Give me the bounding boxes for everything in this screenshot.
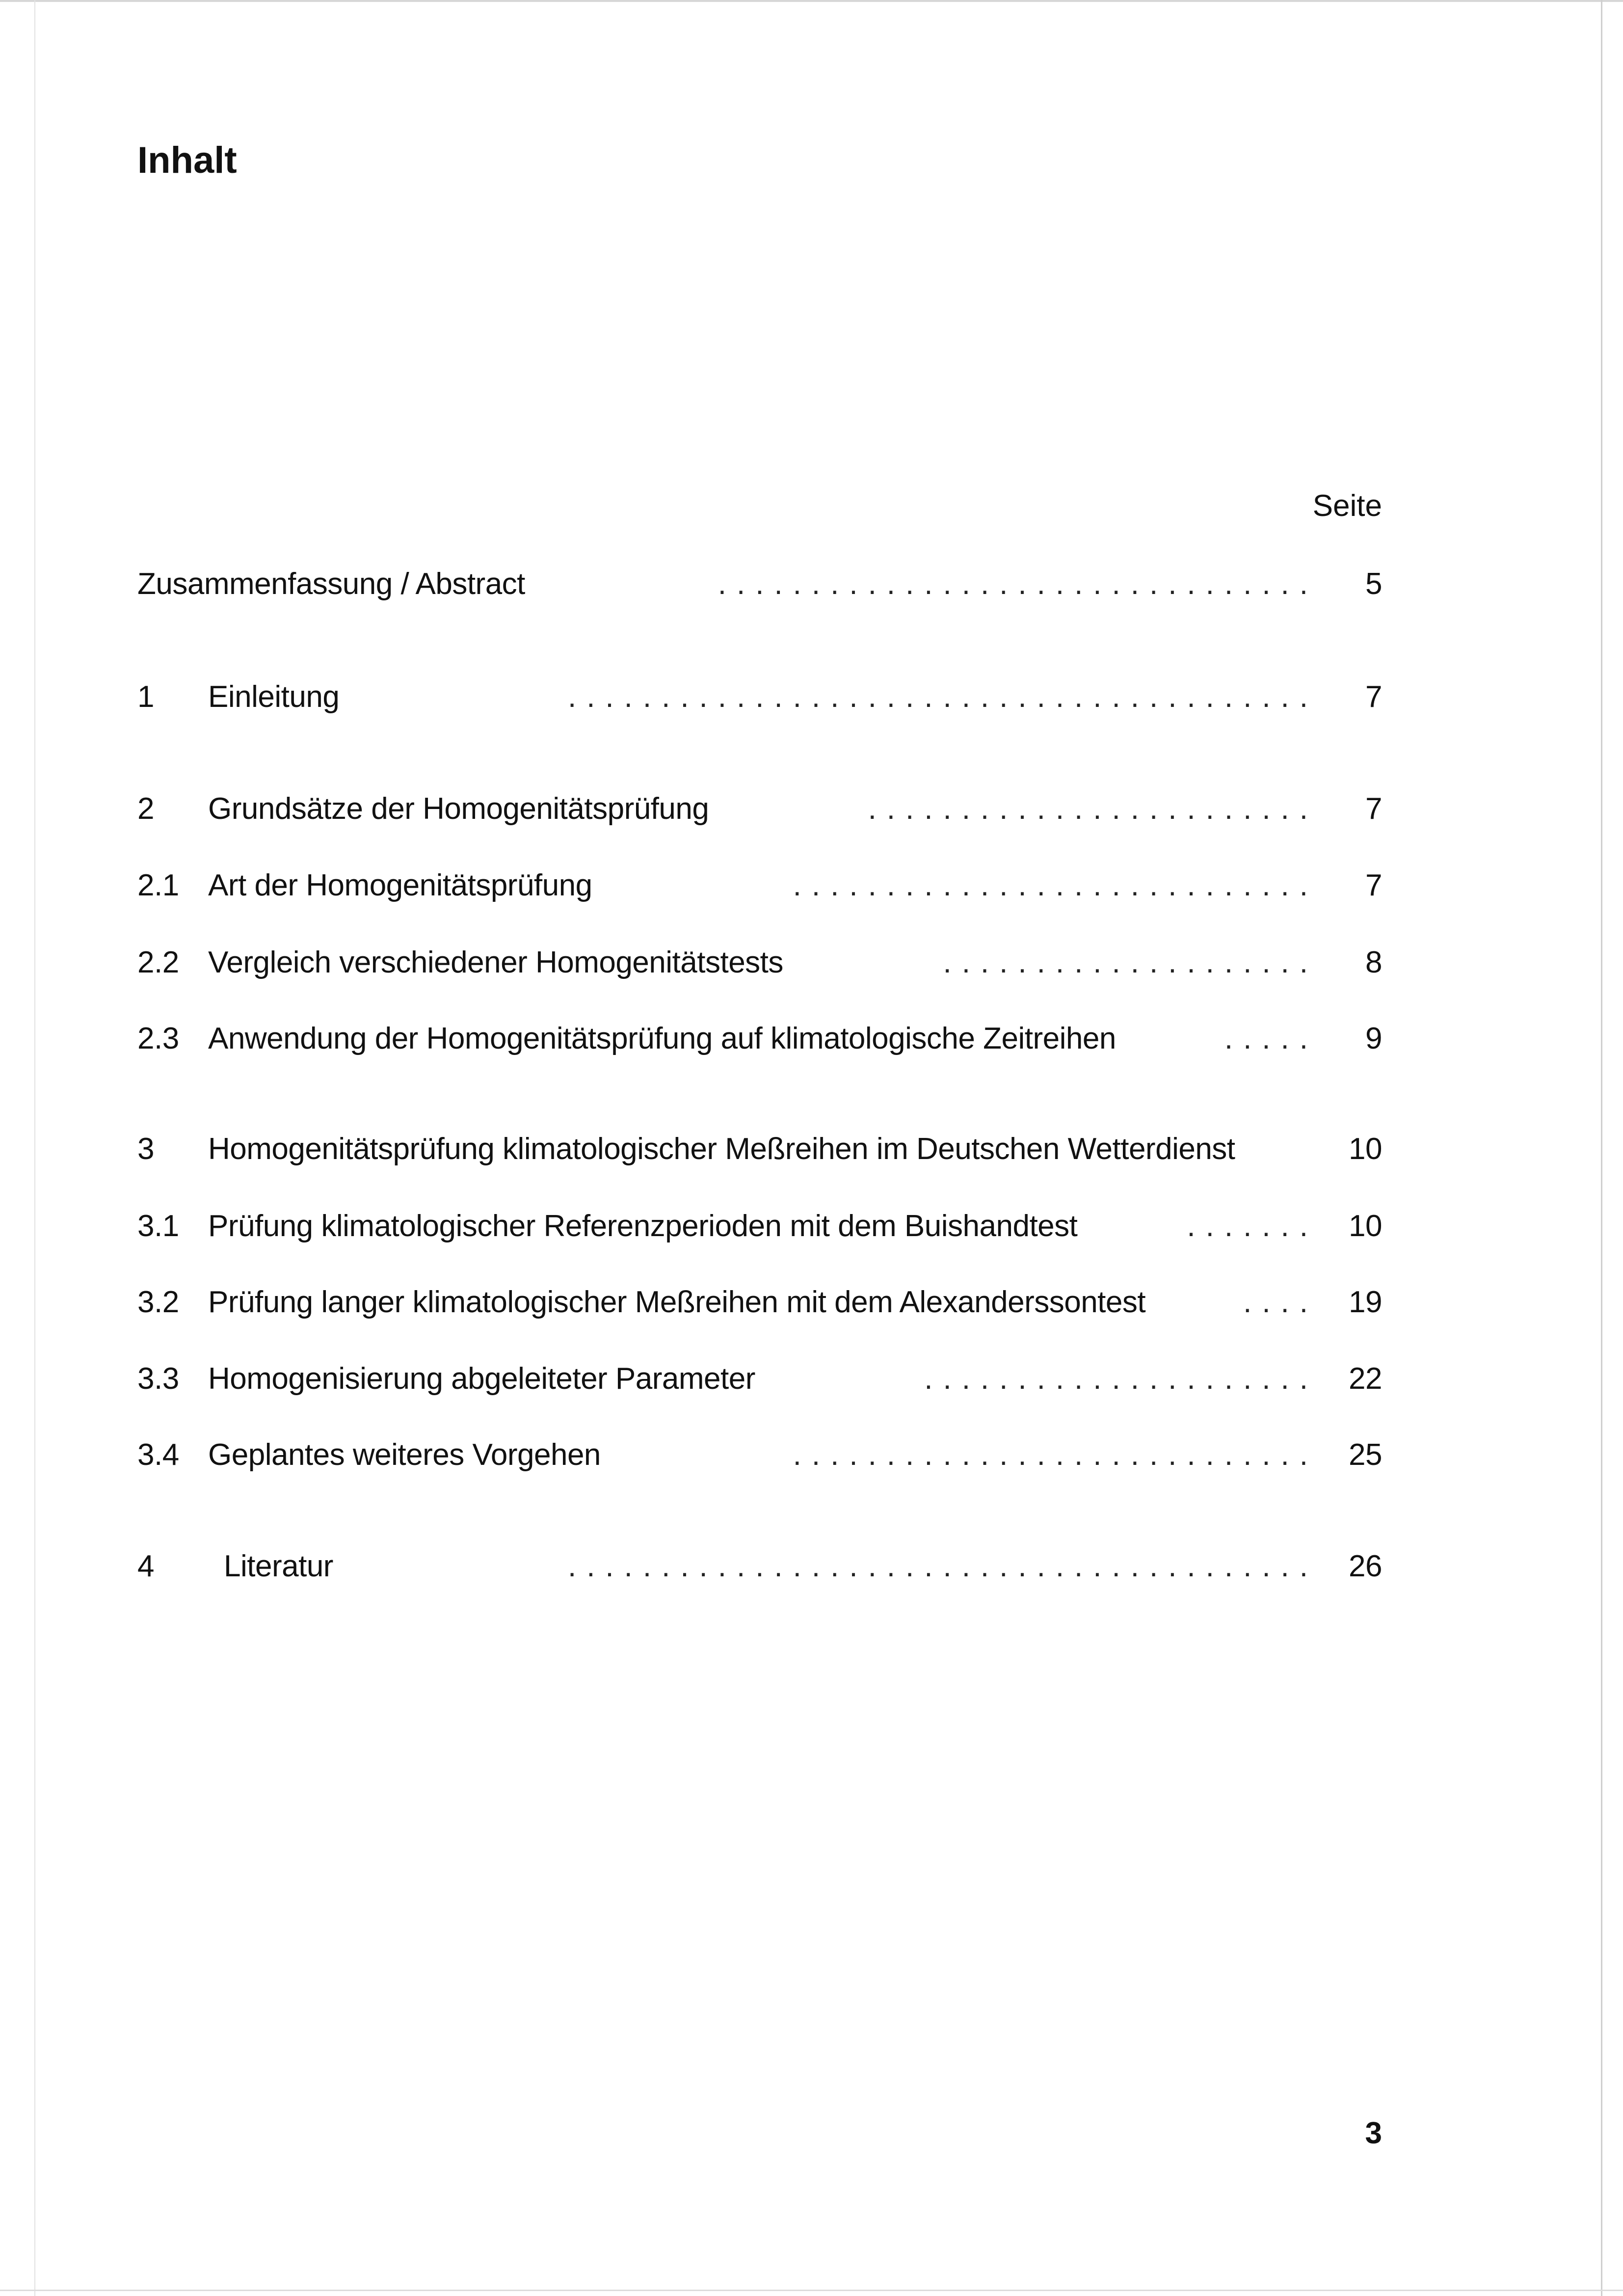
scan-edge-top: [0, 0, 1623, 2]
toc-entry-2-3[interactable]: [137, 1021, 1382, 1056]
toc-entry-2[interactable]: [137, 791, 1382, 827]
toc-leader-dots: ........................: [868, 792, 1318, 826]
toc-entry-label: Homogenitätsprüfung klimatologischer Meßreihen im Deutschen Wetterdienst: [208, 1132, 1238, 1166]
toc-entry-2-1[interactable]: [137, 868, 1382, 903]
toc-leader-dots: ................................: [718, 567, 1318, 601]
toc-entry-3-3[interactable]: [137, 1361, 1382, 1397]
toc-entry-3[interactable]: [137, 1132, 1382, 1167]
toc-entry-label: Art der Homogenitätsprüfung: [208, 868, 595, 902]
toc-entry-1[interactable]: [137, 679, 1382, 715]
toc-entry-2-2[interactable]: [137, 945, 1382, 980]
page-number: 3: [1365, 2116, 1382, 2150]
toc-leader-dots: ........................................: [567, 680, 1318, 714]
toc-leader-dots: ........................................: [567, 1549, 1318, 1583]
toc-entry-number: 3.1: [137, 1209, 179, 1243]
page-column-header: Seite: [1312, 489, 1382, 523]
toc-entry-page: 26: [1349, 1549, 1382, 1583]
toc-entry-page: 7: [1365, 680, 1382, 714]
toc-leader-dots: ............................: [793, 868, 1318, 902]
toc-entry-number: 3.3: [137, 1362, 179, 1396]
toc-entry-3-1[interactable]: [137, 1209, 1382, 1244]
toc-leader-dots: ....: [1243, 1285, 1318, 1319]
toc-entry-label: Homogenisierung abgeleiteter Parameter: [208, 1362, 758, 1396]
toc-entry-number: 3.4: [137, 1438, 179, 1472]
toc-entry-label: Prüfung klimatologischer Referenzperioden mit dem Buishandtest: [208, 1209, 1080, 1243]
toc-entry-number: 3.2: [137, 1285, 179, 1319]
toc-entry-number: 2.3: [137, 1022, 179, 1055]
toc-entry-abstract[interactable]: [137, 567, 1382, 602]
toc-entry-number: 2.2: [137, 945, 179, 979]
toc-entry-page: 25: [1349, 1438, 1382, 1472]
toc-entry-number: 1: [137, 680, 154, 714]
toc-entry-page: 19: [1349, 1285, 1382, 1319]
toc-entry-page: 5: [1365, 567, 1382, 601]
toc-leader-dots: ....................: [943, 945, 1318, 979]
toc-entry-4[interactable]: [137, 1549, 1382, 1584]
toc-entry-label: Einleitung: [208, 680, 342, 714]
toc-entry-page: 10: [1349, 1209, 1382, 1243]
toc-entry-number: 2.1: [137, 868, 179, 902]
toc-entry-label: Anwendung der Homogenitätsprüfung auf klimatologische Zeitreihen: [208, 1022, 1119, 1055]
toc-leader-dots: .....................: [924, 1362, 1318, 1396]
toc-entry-label: Prüfung langer klimatologischer Meßreihen mit dem Alexanderssontest: [208, 1285, 1148, 1319]
toc-leader-dots: .......: [1187, 1209, 1318, 1243]
toc-entry-label: Geplantes weiteres Vorgehen: [208, 1438, 604, 1472]
toc-entry-number: 3: [137, 1132, 154, 1166]
toc-entry-page: 10: [1349, 1132, 1382, 1166]
toc-entry-page: 7: [1365, 868, 1382, 902]
toc-entry-label: Vergleich verschiedener Homogenitätstests: [208, 945, 786, 979]
scan-edge-right: [1601, 0, 1602, 2296]
page-title: Inhalt: [137, 139, 237, 181]
toc-entry-page: 22: [1349, 1362, 1382, 1396]
scan-edge-bottom: [0, 2290, 1623, 2291]
toc-entry-3-4[interactable]: [137, 1437, 1382, 1473]
scan-edge-left: [34, 0, 35, 2296]
toc-entry-page: 7: [1365, 792, 1382, 826]
toc-entry-label: Zusammenfassung / Abstract: [137, 567, 528, 601]
toc-entry-number: 2: [137, 792, 154, 826]
toc-entry-label: Literatur: [224, 1549, 336, 1583]
toc-entry-label: Grundsätze der Homogenitätsprüfung: [208, 792, 712, 826]
toc-leader-dots: ............................: [793, 1438, 1318, 1472]
toc-entry-3-2[interactable]: [137, 1285, 1382, 1320]
toc-leader-dots: .....: [1224, 1022, 1318, 1055]
toc-entry-page: 9: [1365, 1022, 1382, 1055]
toc-entry-number: 4: [137, 1549, 154, 1583]
toc-entry-page: 8: [1365, 945, 1382, 979]
